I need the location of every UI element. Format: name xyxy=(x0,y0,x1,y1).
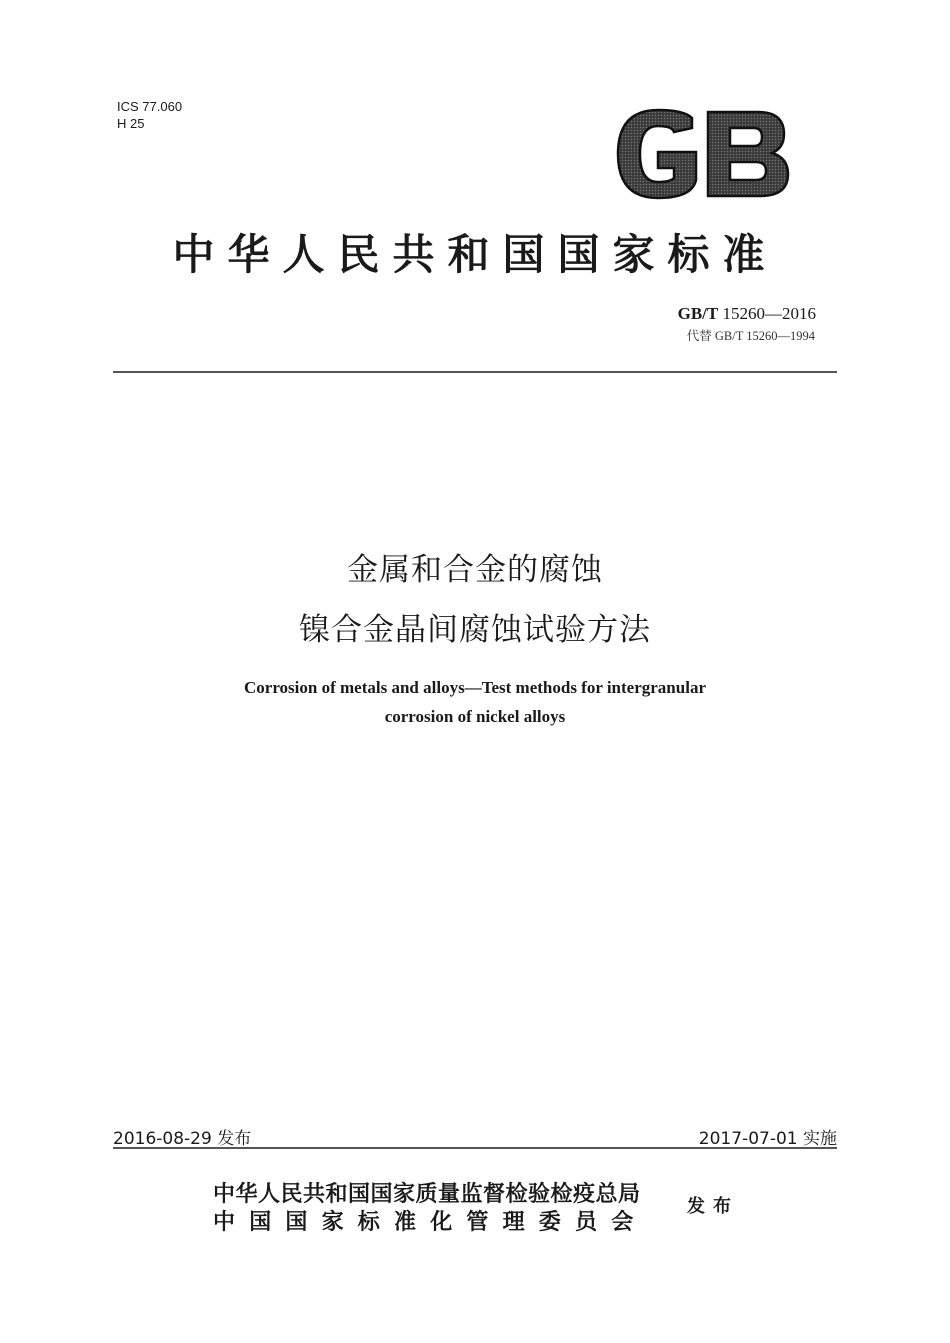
title-cn-line1: 金属和合金的腐蚀 xyxy=(347,552,603,588)
logo-text: GB xyxy=(612,108,614,109)
standard-number-prefix: GB/T xyxy=(677,304,719,323)
classification-codes xyxy=(117,98,182,132)
national-standard-title: 中华人民共和国国家标准 xyxy=(172,230,778,279)
ics-code: ICS 77.060 xyxy=(117,99,183,114)
replaces-standard: 代替 GB/T 15260—1994 xyxy=(686,329,815,343)
standard-number xyxy=(678,304,816,324)
top-divider xyxy=(113,371,837,373)
implementation-date: 2017-07-01 实施 xyxy=(698,1129,837,1149)
title-cn-line2: 镍合金晶间腐蚀试验方法 xyxy=(299,612,651,648)
title-en-line1: Corrosion of metals and alloys—Test methods for intergranular xyxy=(244,678,706,697)
title-en-line2: corrosion of nickel alloys xyxy=(384,707,566,726)
publisher-line1: 中华人民共和国国家质量监督检验检疫总局 xyxy=(213,1181,641,1207)
ccs-code: H 25 xyxy=(117,116,145,131)
standard-number-value: 15260—2016 xyxy=(722,304,816,323)
issue-date: 2016-08-29 发布 xyxy=(113,1129,252,1149)
issued-label: 发布 xyxy=(687,1196,739,1217)
bottom-divider xyxy=(113,1147,837,1149)
gb-logo xyxy=(612,108,790,200)
publisher-line2: 中国国家标准化管理委员会 xyxy=(213,1209,648,1235)
